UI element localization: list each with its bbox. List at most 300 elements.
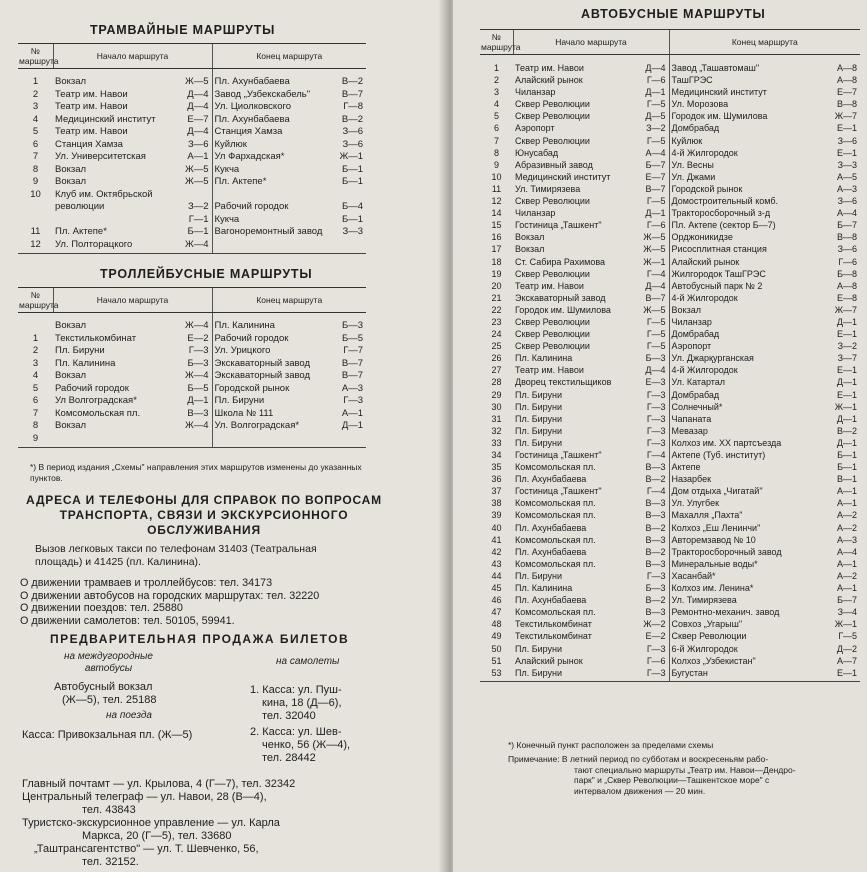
route-start: Комсомольская пл. xyxy=(515,607,596,618)
route-start: Абразивный завод xyxy=(515,159,593,170)
route-number: 7 xyxy=(493,135,499,146)
route-end: Орджоникидзе xyxy=(669,231,828,243)
route-row xyxy=(18,114,366,127)
start-grid-ref: Ж—5 xyxy=(184,76,209,87)
end-grid-ref: З—6 xyxy=(342,126,364,137)
air-office-2 xyxy=(250,726,350,765)
route-end: Дом отдыха „Чигатай" xyxy=(669,485,828,497)
route-number: 8 xyxy=(32,163,39,175)
route-end: Ул. Урицкого xyxy=(212,345,334,358)
route-end: Домбрабад xyxy=(669,328,828,340)
bus-title: АВТОБУСНЫЕ МАРШРУТЫ xyxy=(581,7,766,21)
route-row xyxy=(480,352,860,364)
start-grid-ref: Г—6 xyxy=(646,220,666,231)
start-grid-ref: Д—4 xyxy=(187,88,209,100)
route-number: 24 xyxy=(491,329,502,340)
route-start: Комсомольская пл. xyxy=(55,407,141,419)
route-row xyxy=(480,667,860,682)
phone-line: О движении трамваев и троллейбусов: тел. 34173 xyxy=(20,577,273,589)
header-route-number: № маршрута xyxy=(18,44,53,69)
route-start: Комсомольская пл. xyxy=(515,558,596,569)
route-row xyxy=(480,135,860,147)
route-number: 47 xyxy=(491,607,502,618)
route-row xyxy=(18,395,366,408)
route-row xyxy=(480,449,860,461)
tram-title: ТРАМВАЙНЫЕ МАРШРУТЫ xyxy=(90,23,276,37)
trolleybus-title: ТРОЛЛЕЙБУСНЫЕ МАРШРУТЫ xyxy=(100,267,313,281)
route-start: Пл. Бируни xyxy=(515,389,563,400)
start-grid-ref: Г—5 xyxy=(646,135,666,146)
start-grid-ref: Д—4 xyxy=(187,126,209,137)
route-row xyxy=(18,345,366,358)
start-grid-ref: В—3 xyxy=(187,407,209,419)
route-number: 43 xyxy=(491,558,502,569)
start-grid-ref: Б—3 xyxy=(645,353,666,364)
route-number: 11 xyxy=(491,183,502,194)
end-grid-ref: А—4 xyxy=(837,546,858,557)
route-number: 36 xyxy=(491,474,502,485)
start-grid-ref: В—3 xyxy=(645,510,666,521)
route-start: Пл. Калинина xyxy=(515,353,573,364)
route-row xyxy=(18,214,366,227)
route-row xyxy=(18,89,366,102)
end-grid-ref: З—6 xyxy=(837,135,858,146)
route-row xyxy=(480,147,860,159)
route-start: Комсомольская пл. xyxy=(515,462,596,473)
start-grid-ref: Д—1 xyxy=(645,87,666,98)
start-grid-ref xyxy=(177,433,212,448)
route-row xyxy=(18,408,366,421)
route-end: Колхоз им. ХХ партсъезда xyxy=(669,437,828,449)
route-row xyxy=(18,433,366,448)
intercity-bus-label xyxy=(64,651,153,675)
header-route-end: Конец маршрута xyxy=(212,44,366,69)
route-number: 51 xyxy=(491,655,502,666)
start-grid-ref: Д—1 xyxy=(645,208,666,219)
start-grid-ref: Д—4 xyxy=(187,101,209,112)
address-line: тел. 43843 xyxy=(82,804,136,816)
route-row xyxy=(480,606,860,618)
route-number xyxy=(18,201,53,214)
route-end: Завод „Ташавтомаш" xyxy=(669,55,828,75)
start-grid-ref: Д—1 xyxy=(187,395,209,406)
address-line: Туристско-экскурсионное управление — ул. Карла xyxy=(22,817,280,829)
route-end: Завод „Узбекскабель" xyxy=(212,89,334,102)
route-start: Текстилькомбинат xyxy=(515,631,592,642)
end-grid-ref: Е—1 xyxy=(837,329,858,340)
route-end: Ул. Весны xyxy=(669,159,828,171)
start-grid-ref: Г—5 xyxy=(646,196,666,207)
start-grid-ref: В—2 xyxy=(645,546,666,557)
route-end: Ул. Тимирязева xyxy=(669,594,828,606)
end-grid-ref: В—7 xyxy=(341,88,364,100)
route-row xyxy=(18,383,366,396)
end-grid-ref: З—7 xyxy=(837,353,858,364)
end-grid-ref: А—4 xyxy=(837,208,858,219)
route-row xyxy=(18,201,366,214)
route-start: Пл. Бируни xyxy=(515,437,563,448)
route-start: Вокзал xyxy=(55,163,87,175)
route-number: 3 xyxy=(493,87,499,98)
start-grid-ref: Д—4 xyxy=(645,280,666,291)
route-row xyxy=(480,328,860,340)
route-end: Городской рынок xyxy=(212,383,334,396)
start-grid-ref: Г—4 xyxy=(646,268,666,279)
route-end xyxy=(212,189,334,202)
route-start: Клуб им. Октябрьской xyxy=(55,188,153,200)
route-number: 46 xyxy=(491,595,502,606)
route-number: 5 xyxy=(32,382,39,394)
route-end: Медицинский институт xyxy=(669,86,828,98)
right-page xyxy=(453,0,867,872)
route-end: Сквер Революции xyxy=(669,630,828,642)
end-grid-ref: А—3 xyxy=(341,382,364,394)
end-grid-ref: А—1 xyxy=(837,583,858,594)
route-end: Пл. Актепе (сектор Б—7) xyxy=(669,219,828,231)
route-start: Дворец текстильщиков xyxy=(515,377,612,388)
end-grid-ref: А—7 xyxy=(837,655,858,666)
route-start: Вокзал xyxy=(55,420,87,431)
route-row xyxy=(480,522,860,534)
start-grid-ref: З—2 xyxy=(646,123,666,134)
route-end: Ул. Джарқурганская xyxy=(669,352,828,364)
start-grid-ref: Г—5 xyxy=(646,99,666,110)
route-start: Гостиница „Ташкент" xyxy=(515,220,602,231)
route-start: Гостиница „Ташкент" xyxy=(515,486,602,497)
route-row xyxy=(480,340,860,352)
route-start: Пл. Калинина xyxy=(515,583,573,594)
end-grid-ref: Ж—7 xyxy=(834,111,858,122)
route-start: Станция Хамза xyxy=(55,138,123,150)
bus-station-line: Автобусный вокзал xyxy=(54,681,153,693)
route-number: 11 xyxy=(30,226,41,237)
route-row xyxy=(480,534,860,546)
end-grid-ref: Б—7 xyxy=(837,595,858,606)
air-office-line: тел. 32040 xyxy=(262,710,316,722)
end-grid-ref: А—8 xyxy=(837,280,858,291)
route-row xyxy=(480,389,860,401)
route-number: 14 xyxy=(491,208,502,219)
route-row xyxy=(18,226,366,239)
route-row xyxy=(18,370,366,383)
start-grid-ref: Г—6 xyxy=(646,655,666,666)
end-grid-ref: В—8 xyxy=(837,99,858,110)
end-grid-ref: А—2 xyxy=(837,510,858,521)
route-number: 18 xyxy=(491,256,502,267)
route-end: Кукча xyxy=(212,164,334,177)
route-number: 41 xyxy=(491,534,502,545)
end-grid-ref: З—6 xyxy=(342,138,364,150)
start-grid-ref: В—3 xyxy=(645,558,666,569)
route-number: 8 xyxy=(32,420,39,431)
route-start: Театр им. Навои xyxy=(55,126,128,137)
air-office-1 xyxy=(250,684,342,723)
start-grid-ref: Ж—5 xyxy=(643,244,666,255)
end-grid-ref: Б—8 xyxy=(837,268,858,279)
note-line: Примечание: В летний период по субботам и воскресеньям рабо- xyxy=(508,754,769,764)
start-grid-ref: Г—4 xyxy=(646,450,666,460)
route-row xyxy=(480,509,860,521)
end-grid-ref: З—6 xyxy=(837,196,858,207)
start-grid-ref: В—2 xyxy=(645,522,666,533)
route-end: Бугустан xyxy=(669,667,828,682)
route-row xyxy=(480,473,860,485)
route-end: Пл. Актепе* xyxy=(212,176,334,189)
bus-station-line: (Ж—5), тел. 25188 xyxy=(62,694,157,706)
route-number: 4 xyxy=(32,370,39,381)
route-start: Текстилькомбинат xyxy=(515,619,592,630)
route-start: Сквер Революции xyxy=(515,268,590,279)
route-number: 37 xyxy=(491,486,502,497)
end-grid-ref: В—7 xyxy=(341,370,364,381)
end-grid-ref: Г—6 xyxy=(838,256,858,267)
end-grid-ref: Ж—7 xyxy=(834,304,858,315)
address-line: тел. 32152. xyxy=(82,856,139,868)
end-grid-ref: Е—8 xyxy=(837,292,858,303)
start-grid-ref: Г—3 xyxy=(646,643,666,654)
route-row xyxy=(480,461,860,473)
intercity-line: автобусы xyxy=(84,663,133,674)
start-grid-ref: Ж—5 xyxy=(643,232,666,243)
info-title-line: ОБСЛУЖИВАНИЯ xyxy=(147,523,261,537)
end-grid-ref: Ж—1 xyxy=(834,401,858,412)
route-end: 4-й Жилгородок xyxy=(669,292,828,304)
route-number: 2 xyxy=(32,88,39,100)
route-row xyxy=(480,655,860,667)
air-office-line: 2. Касса: ул. Шев- xyxy=(250,726,342,738)
route-number: 53 xyxy=(480,667,513,682)
route-start: Текстилькомбинат xyxy=(55,332,137,344)
route-start: Вокзал xyxy=(515,244,545,255)
route-start: Гостиница „Ташкент" xyxy=(515,450,602,460)
end-grid-ref: А—3 xyxy=(837,183,858,194)
route-end: Колхоз „Еш Ленинчи" xyxy=(669,522,828,534)
route-number: 10 xyxy=(491,171,502,182)
end-grid-ref: З—2 xyxy=(837,341,858,352)
route-row xyxy=(18,164,366,177)
route-number: 9 xyxy=(493,159,499,170)
route-start: Пл. Бируни xyxy=(55,345,105,356)
route-start: Пл. Бируни xyxy=(515,425,563,436)
route-row xyxy=(480,219,860,231)
route-number: 9 xyxy=(18,433,53,448)
route-row xyxy=(18,69,366,89)
route-end: Жилгородок ТашГРЭС xyxy=(669,268,828,280)
route-number: 6 xyxy=(32,395,39,406)
start-grid-ref: Е—2 xyxy=(645,631,666,642)
route-number: 8 xyxy=(493,147,499,158)
phone-line: О движении поездов: тел. 25880 xyxy=(20,602,183,614)
start-grid-ref: Ж—4 xyxy=(177,239,212,254)
end-grid-ref: А—1 xyxy=(341,407,364,419)
start-grid-ref: Г—3 xyxy=(639,667,669,682)
route-number: 35 xyxy=(491,462,502,473)
address-line: Маркса, 20 (Г—5), тел. 33680 xyxy=(82,830,232,842)
route-row xyxy=(18,313,366,333)
end-grid-ref: Ж—1 xyxy=(339,151,364,162)
route-number: 17 xyxy=(491,244,502,255)
route-end: Махалля „Пахта" xyxy=(669,509,828,521)
header-route-start: Начало маршрута xyxy=(53,288,212,313)
route-row xyxy=(480,364,860,376)
start-grid-ref: А—1 xyxy=(187,151,209,162)
start-grid-ref: Г—3 xyxy=(646,401,666,412)
route-number: 27 xyxy=(491,365,502,376)
route-row xyxy=(480,558,860,570)
route-start: Чиланзар xyxy=(515,208,556,219)
end-grid-ref: Г—8 xyxy=(343,101,364,112)
end-grid-ref: Д—1 xyxy=(836,437,858,448)
route-number: 31 xyxy=(491,413,502,424)
address-line: Центральный телеграф — ул. Навои, 28 (В—4), xyxy=(22,791,267,803)
end-grid-ref: В—1 xyxy=(837,474,858,485)
start-grid-ref: Е—7 xyxy=(645,171,666,182)
route-row xyxy=(480,643,860,655)
route-number: 5 xyxy=(32,126,39,137)
route-row xyxy=(480,618,860,630)
route-end: Хасанбай* xyxy=(669,570,828,582)
start-grid-ref: Д—5 xyxy=(645,111,666,122)
route-start: Комсомольская пл. xyxy=(515,510,596,521)
start-grid-ref: Ж—4 xyxy=(184,420,209,431)
route-start: Ул. Полторацкого xyxy=(53,239,177,254)
route-row xyxy=(480,304,860,316)
start-grid-ref: В—2 xyxy=(645,474,666,485)
note-line: тают специально маршруты „Театр им. Навои—Дендро- xyxy=(574,764,796,775)
route-number: 49 xyxy=(491,631,502,642)
route-end: Кукча xyxy=(212,214,334,227)
route-start: Чиланзар xyxy=(515,87,556,98)
route-end: Пл. Ахунбабаева xyxy=(212,69,334,89)
route-end: Вагоноремонтный завод xyxy=(212,226,334,239)
route-start: Ст. Сабира Рахимова xyxy=(515,256,606,267)
route-row xyxy=(480,425,860,437)
route-start: Сквер Революции xyxy=(515,329,590,340)
start-grid-ref: В—7 xyxy=(645,292,666,303)
route-number: 26 xyxy=(491,353,502,364)
taxi-info xyxy=(35,543,317,569)
start-grid-ref: Г—3 xyxy=(646,437,666,448)
end-grid-ref: Б—1 xyxy=(837,462,858,473)
route-end: ТашГРЭС xyxy=(669,74,828,86)
end-grid-ref: Д—1 xyxy=(341,420,364,431)
route-start: Театр им. Навои xyxy=(55,88,128,100)
route-row xyxy=(480,437,860,449)
route-number: 2 xyxy=(493,75,499,86)
start-grid-ref: Б—5 xyxy=(187,382,209,394)
note-line: интервалом движения — 20 мин. xyxy=(574,785,706,796)
route-start: Городок им. Шумилова xyxy=(515,304,611,315)
route-end: Станция Хамза xyxy=(212,126,334,139)
route-end: Назарбек xyxy=(669,473,828,485)
header-route-end: Конец маршрута xyxy=(669,30,860,55)
air-office-line: тел. 28442 xyxy=(262,752,316,764)
rail-ticket-office: Касса: Привокзальная пл. (Ж—5) xyxy=(22,729,193,741)
route-row xyxy=(480,268,860,280)
phone-line: О движении автобусов на городских маршрутах: тел. 32220 xyxy=(20,589,320,602)
end-grid-ref: А—1 xyxy=(837,486,858,497)
tram-routes-table xyxy=(18,43,366,254)
route-end: Колхоз им. Ленина* xyxy=(669,582,828,594)
end-grid-ref: А—2 xyxy=(837,522,858,533)
taxi-line: Вызов легковых такси по телефонам 31403 (Театральная xyxy=(35,543,317,555)
start-grid-ref: Е—7 xyxy=(187,113,209,125)
start-grid-ref: В—7 xyxy=(645,183,666,194)
tickets-title: ПРЕДВАРИТЕЛЬНАЯ ПРОДАЖА БИЛЕТОВ xyxy=(50,632,350,646)
route-start: Пл. Ахунбабаева xyxy=(515,546,587,557)
end-grid-ref: Б—4 xyxy=(342,201,364,212)
route-end: Домостроительный комб. xyxy=(669,195,828,207)
route-row xyxy=(480,122,860,134)
end-grid-ref: В—2 xyxy=(341,113,364,125)
route-end: Городской рынок xyxy=(669,183,828,195)
end-grid-ref: А—8 xyxy=(837,75,858,86)
start-grid-ref: Б—3 xyxy=(645,583,666,594)
route-row xyxy=(480,413,860,425)
route-row xyxy=(480,243,860,255)
route-end: Куйлюк xyxy=(669,135,828,147)
route-start: Пл. Бируни xyxy=(515,413,563,424)
end-grid-ref: Б—3 xyxy=(342,320,364,331)
trains-label: на поезда xyxy=(106,710,152,721)
end-grid-ref: З—3 xyxy=(342,226,364,237)
route-end: 4-й Жилгородок xyxy=(669,364,828,376)
route-start: Сквер Революции xyxy=(515,341,590,352)
route-end: Актепе xyxy=(669,461,828,473)
end-grid-ref: Б—7 xyxy=(837,220,858,231)
route-end: Чиланзар xyxy=(669,316,828,328)
route-end: Солнечный* xyxy=(669,401,828,413)
info-title-line: АДРЕСА И ТЕЛЕФОНЫ ДЛЯ СПРАВОК ПО ВОПРОСАМ xyxy=(26,493,382,507)
trolleybus-routes-table xyxy=(18,287,366,448)
route-start: Ул Волгоградская* xyxy=(55,395,137,406)
route-row xyxy=(18,101,366,114)
header-route-number: № маршрута xyxy=(480,30,513,55)
route-end: Домбрабад xyxy=(669,122,828,134)
route-start: Комсомольская пл. xyxy=(515,534,596,545)
header-route-number: № маршрута xyxy=(18,288,53,313)
route-number: 40 xyxy=(491,522,502,533)
header-route-end: Конец маршрута xyxy=(212,288,366,313)
route-number: 4 xyxy=(32,113,39,125)
end-grid-ref: Д—1 xyxy=(836,316,858,327)
route-number: 39 xyxy=(491,510,502,521)
route-number: 1 xyxy=(32,76,39,87)
route-number: 45 xyxy=(491,583,502,594)
route-start: Рабочий городок xyxy=(55,382,129,394)
end-grid-ref: Е—1 xyxy=(837,365,858,376)
route-end: Рабочий городок xyxy=(212,333,334,346)
route-row xyxy=(480,630,860,642)
end-grid-ref: Е—1 xyxy=(837,147,858,158)
route-start: Пл. Бируни xyxy=(515,401,563,412)
start-grid-ref: В—3 xyxy=(645,534,666,545)
start-grid-ref: Г—1 xyxy=(188,213,209,225)
end-grid-ref: Б—1 xyxy=(342,213,364,225)
bus-station-info xyxy=(54,681,157,707)
route-start: Пл. Бируни xyxy=(515,570,563,581)
route-start: Вокзал xyxy=(55,370,87,381)
phone-list xyxy=(20,577,319,627)
route-end: Ул. Волгоградская* xyxy=(212,420,334,433)
route-end: 6-й Жилгородок xyxy=(669,643,828,655)
route-row xyxy=(480,183,860,195)
route-end xyxy=(212,239,334,254)
route-end: Алайский рынок xyxy=(669,256,828,268)
route-start: Медицинский институт xyxy=(55,113,156,125)
route-row xyxy=(480,485,860,497)
route-row xyxy=(480,207,860,219)
